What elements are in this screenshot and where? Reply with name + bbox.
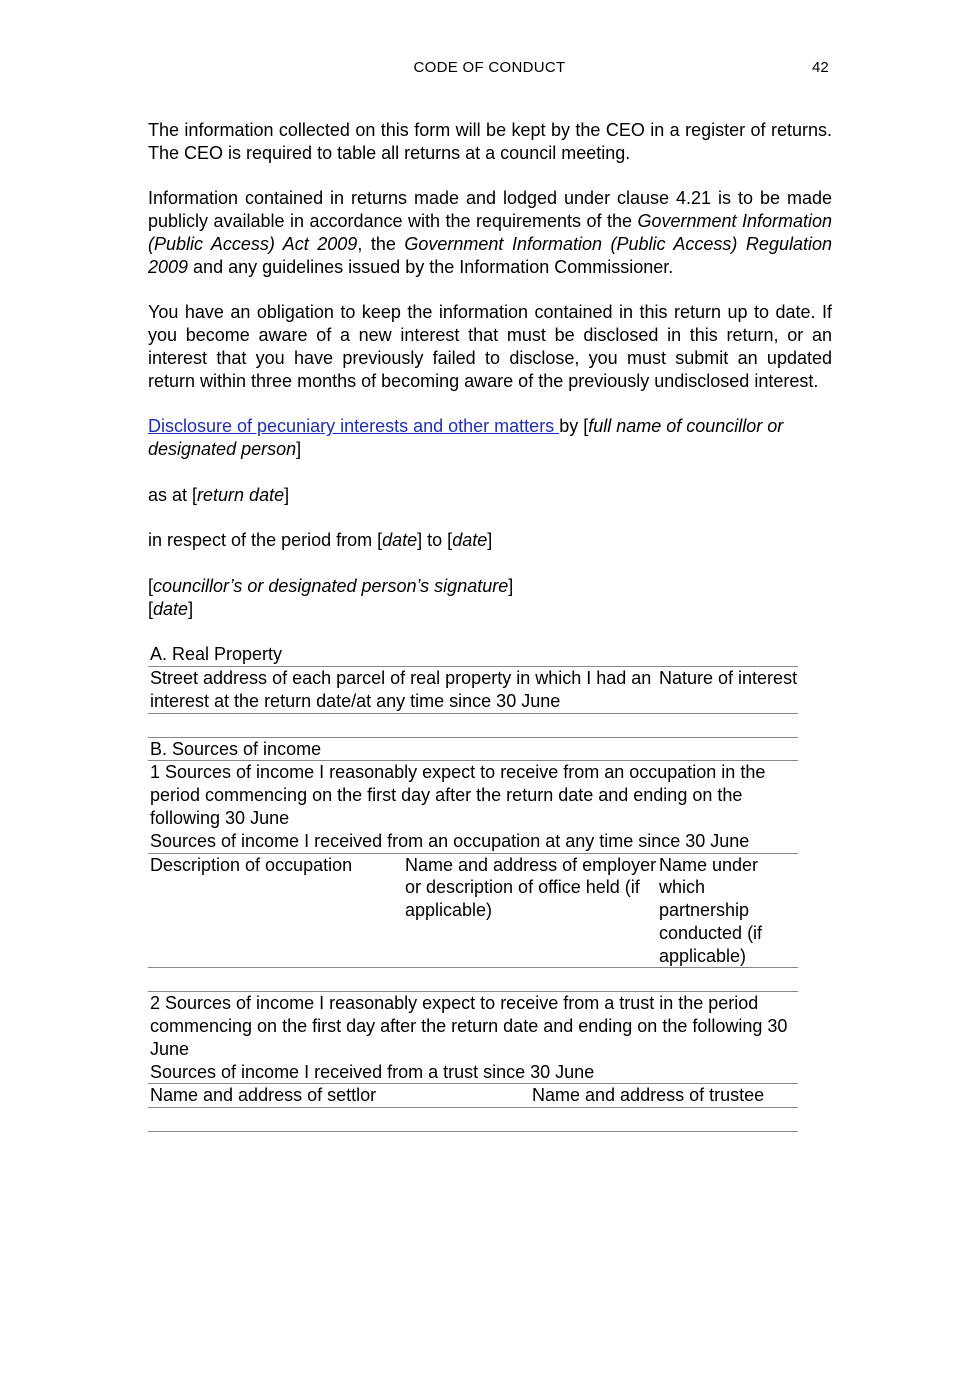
page-content	[148, 119, 832, 1132]
text: ]	[284, 484, 290, 505]
paragraph-obligation: You have an obligation to keep the information contained in this return up to date. If you become aware of a new interest that must be disclosed in this return, or an interest that you have previously failed to disclose, you must submit an updated return within three months of becoming aware of the previously undisclosed interest.	[148, 302, 832, 391]
section-a-blank-row[interactable]	[148, 714, 798, 738]
regulation-title: Government Information (Public Access) Regulation 2009	[148, 233, 832, 277]
text: [	[148, 598, 154, 619]
paragraph-public-access	[148, 187, 832, 278]
section-a-title: A. Real Property	[148, 643, 798, 667]
section-b-part1-desc	[148, 761, 798, 853]
text: ]	[296, 439, 302, 460]
text: and any guidelines issued by the Information Commissioner.	[188, 256, 674, 277]
section-a-col-nature: Nature of interest	[659, 668, 798, 689]
paragraph-register: The information collected on this form will be kept by the CEO in a register of returns. The CEO is required to table all returns at a council meeting.	[148, 120, 832, 163]
section-b-table	[148, 738, 798, 1133]
text: ]	[487, 530, 493, 551]
section-b-trust-header-row	[148, 1084, 798, 1108]
text: by [	[559, 416, 589, 437]
section-b-col-employer: Name and address of employer or description of office held (if applicable)	[405, 854, 657, 921]
date-to-field: date	[452, 530, 488, 551]
section-b-col-partnership: Name under which partnership conducted (if applicable)	[659, 854, 763, 966]
name-field: full name of councillor or designated person	[148, 416, 784, 460]
as-at-line	[148, 484, 832, 507]
section-b-col-occupation: Description of occupation	[150, 854, 353, 875]
text: ] to [	[417, 530, 453, 551]
section-b-occupation-header-row	[148, 854, 798, 969]
text: ]	[508, 575, 514, 596]
disclosure-heading	[148, 415, 832, 461]
section-b-part1-line2: Sources of income I received from an occupation at any time since 30 June	[150, 830, 750, 851]
section-b-col-settlor: Name and address of settlor	[150, 1085, 377, 1106]
section-a-table	[148, 643, 798, 737]
section-a-header-row	[148, 667, 798, 714]
act-title: Government Information (Public Access) Act 2009	[148, 211, 832, 254]
section-b-col-trustee: Name and address of trustee	[532, 1085, 765, 1106]
signature-date-field: date	[153, 598, 189, 619]
disclosure-link[interactable]: Disclosure of pecuniary interests and other matters	[148, 416, 560, 437]
section-b-trust-blank-row[interactable]	[148, 1108, 798, 1132]
section-b-part2-line2: Sources of income I received from a trust since 30 June	[150, 1061, 595, 1082]
signature-line	[148, 575, 832, 598]
period-line	[148, 529, 832, 552]
text: Information contained in returns made and lodged under clause 4.21 is to be made publicly available in accordance with the requirements of the	[148, 188, 832, 232]
signature-date-line	[148, 598, 832, 621]
text: , the	[357, 233, 405, 254]
text: [	[148, 575, 154, 596]
date-from-field: date	[382, 530, 418, 551]
text: as at [	[148, 484, 198, 505]
section-b-part1-line1: 1 Sources of income I reasonably expect to receive from an occupation in the period commencing on the first day after the return date and ending on the following 30 June	[150, 762, 766, 828]
section-b-part2-desc	[148, 992, 798, 1084]
section-b-occupation-blank-row[interactable]	[148, 968, 798, 992]
signature-field: councillor’s or designated person’s signature	[153, 575, 509, 596]
page-number: 42	[812, 59, 829, 76]
section-a-col-address: Street address of each parcel of real property in which I had an interest at the return date/at any time since 30 June	[150, 668, 652, 711]
return-date-field: return date	[197, 484, 285, 505]
section-b-title: B. Sources of income	[148, 738, 798, 762]
text: ]	[188, 598, 194, 619]
section-b-part2-line1: 2 Sources of income I reasonably expect to receive from a trust in the period commencing on the first day after the return date and ending on the following 30 June	[150, 993, 788, 1059]
text: in respect of the period from [	[148, 530, 383, 551]
header-title: CODE OF CONDUCT	[413, 59, 566, 76]
